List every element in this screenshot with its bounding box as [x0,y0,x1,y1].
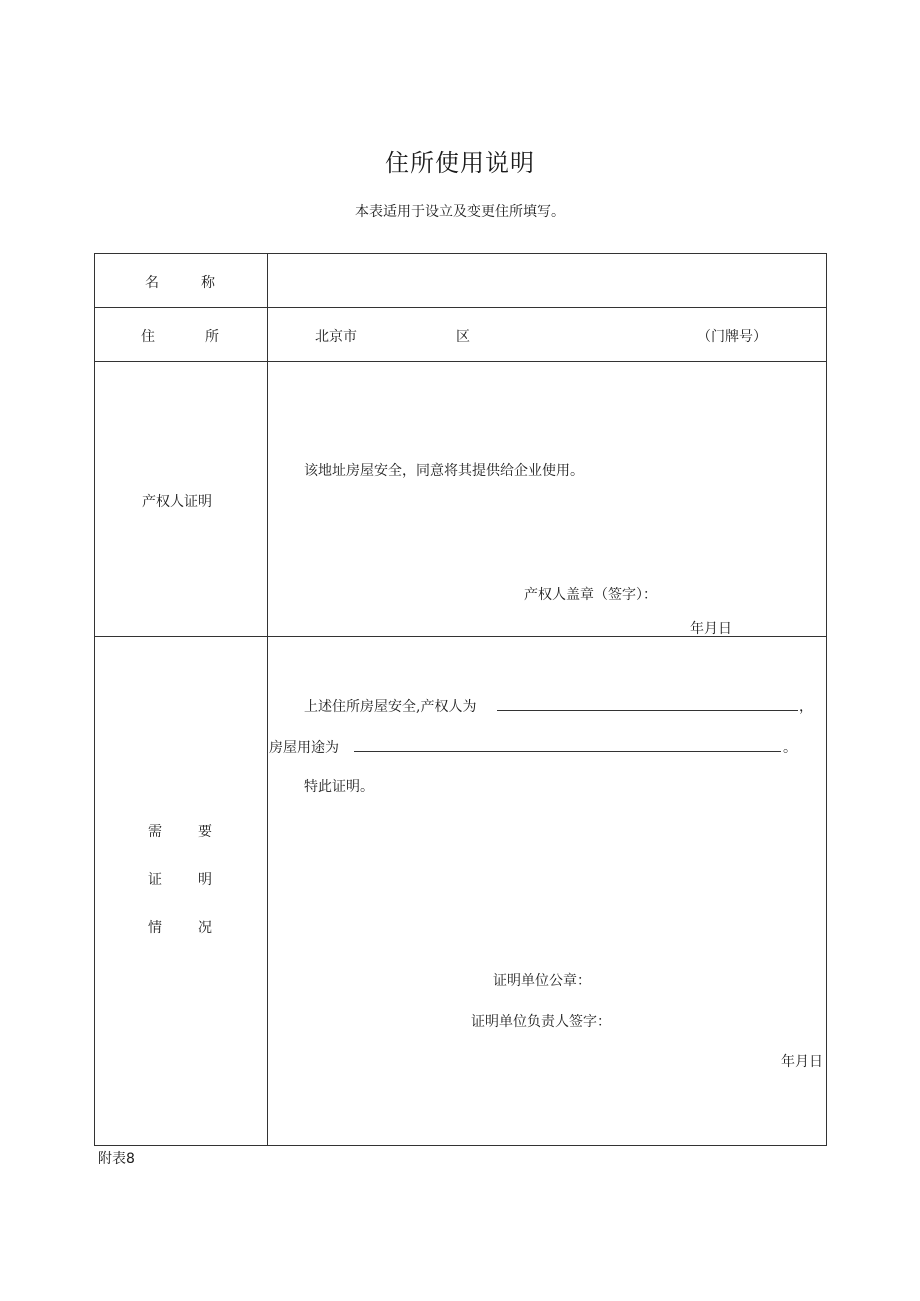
needs-date: 年月日 [781,1054,823,1070]
owner-name-suffix: ， [799,699,813,715]
appendix-note: 附表8 [98,1151,135,1167]
usage-blank[interactable] [354,735,781,752]
owner-proof-label: 产权人证明 [142,494,212,510]
needs-label-char-5: 情 [148,920,162,936]
name-label-char-2: 称 [201,275,215,291]
row-divider-1 [94,307,827,308]
owner-date: 年月日 [690,621,732,637]
needs-label-char-1: 需 [148,824,162,840]
address-city: 北京市 [315,329,357,345]
table-border-right [826,253,827,1146]
table-column-divider [267,253,268,1146]
table-border-left [94,253,95,1146]
needs-label-char-6: 况 [198,920,212,936]
certify-text: 特此证明。 [304,779,374,795]
page-subtitle: 本表适用于设立及变更住所填写。 [355,204,565,220]
needs-label-char-3: 证 [148,872,162,888]
name-label-char-1: 名 [145,275,159,291]
address-label-char-2: 所 [205,329,219,345]
table-border-bottom [94,1145,827,1146]
owner-name-prefix: 上述住所房屋安全,产权人为 [304,699,477,715]
owner-name-blank[interactable] [497,694,798,711]
owner-seal-label: 产权人盖章（签字）： [524,587,657,603]
unit-seal-label: 证明单位公章： [493,973,591,989]
needs-label-char-4: 明 [198,872,212,888]
needs-label-char-2: 要 [198,824,212,840]
address-doorplate: （门牌号） [697,329,767,345]
owner-statement: 该地址房屋安全，同意将其提供给企业使用。 [304,463,584,479]
usage-suffix: 。 [783,740,797,756]
usage-prefix: 房屋用途为 [269,740,339,756]
row-divider-2 [94,361,827,362]
address-label-char-1: 住 [141,329,155,345]
address-district: 区 [456,329,470,345]
page-title: 住所使用说明 [385,149,535,177]
name-value-field[interactable] [268,254,826,307]
leader-sign-label: 证明单位负责人签字： [471,1014,611,1030]
